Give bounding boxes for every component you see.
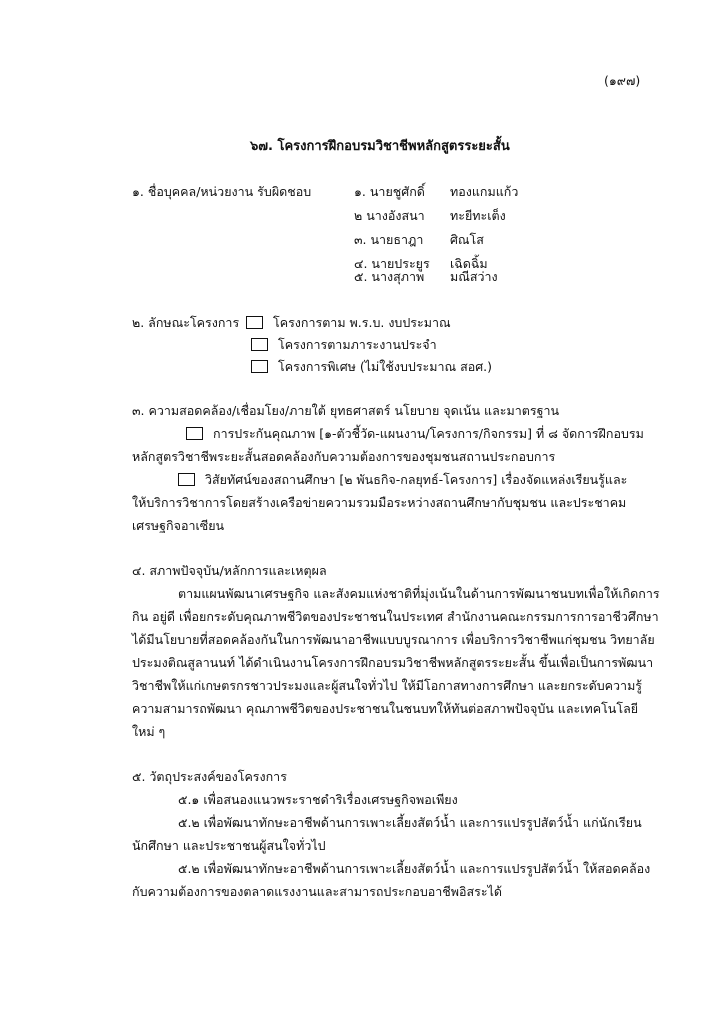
alignment-quality-assurance[interactable] [186,425,644,443]
project-type-routine[interactable] [251,336,437,354]
objective-2-cont: นักศึกษา และประชาชนผู้สนใจทั่วไป [132,838,326,853]
person-4-surname: เฉิดฉิ้ม [450,256,488,271]
person-3-name: ๓. นายธาฎา [354,232,424,247]
rationale-line: วิชาชีพให้แก่เกษตรกรชาวประมงและผู้สนใจทั่วไป ให้มีโอกาสทางการศึกษา และยกระดับความรู้ [132,678,643,693]
checkbox[interactable] [251,338,268,351]
person-2-surname: ทะยีทะเต็ง [450,208,506,223]
alignment-text-line: หลักสูตรวิชาชีพระยะสั้นสอดคล้องกับความต้องการของชุมชนสถานประกอบการ [132,449,556,464]
alignment-vision[interactable] [178,471,627,489]
section5-label: ๕. วัตถุประสงค์ของโครงการ [132,769,287,784]
section3-label: ๓. ความสอดคล้อง/เชื่อมโยง/ภายใต้ ยุทธศาสตร์ นโยบาย จุดเน้น และมาตรฐาน [132,403,560,418]
project-type-budget[interactable] [246,314,451,332]
objective-3-cont: กับความต้องการของตลาดแรงงานและสามารถประกอบอาชีพอิสระได้ [132,884,502,899]
option-label: โครงการพิเศษ (ไม่ใช้งบประมาณ สอศ.) [278,359,492,374]
objective-3: ๕.๒ เพื่อพัฒนาทักษะอาชีพด้านการเพาะเลี้ยงสัตว์น้ำ และการแปรรูปสัตว์น้ำ ให้สอดคล้อง [178,861,651,876]
rationale-line: ได้มีนโยบายที่สอดคล้องกันในการพัฒนาอาชีพแบบบูรณาการ เพื่อบริการวิชาชีพแก่ชุมชน วิทยาลัย [132,632,655,647]
rationale-line: ตามแผนพัฒนาเศรษฐกิจ และสังคมแห่งชาติที่มุ่งเน้นในด้านการพัฒนาชนบทเพื่อให้เกิดการ [178,586,660,601]
option-text: วิสัยทัศน์ของสถานศึกษา [๒ พันธกิจ-กลยุทธ์-โครงการ] เรื่องจัดแหล่งเรียนรู้และ [205,472,628,487]
option-label: โครงการตาม พ.ร.บ. งบประมาณ [273,315,451,330]
checkbox[interactable] [186,427,203,440]
option-text: การประกันคุณภาพ [๑-ตัวชี้วัด-แผนงาน/โครงการ/กิจกรรม] ที่ ๘ จัดการฝึกอบรม [213,426,644,441]
section4-label: ๔. สภาพปัจจุบัน/หลักการและเหตุผล [132,563,327,578]
page-number: (๑๙๗) [604,73,641,88]
project-type-special[interactable] [251,358,492,376]
rationale-line: ประมงติณสูลานนท์ ได้ดำเนินงานโครงการฝึกอบรมวิชาชีพหลักสูตรระยะสั้น ขึ้นเพื่อเป็นการพัฒนา [132,655,654,670]
person-1-name: ๑. นายชูศักดิ์ [354,184,425,199]
person-1-surname: ทองแกมแก้ว [450,184,519,199]
checkbox[interactable] [178,473,195,486]
alignment-text-line: เศรษฐกิจอาเซียน [132,518,225,533]
option-label: โครงการตามภาระงานประจำ [278,337,437,352]
person-4-name: ๔. นายประยูร [354,256,430,271]
page-title: ๖๗. โครงการฝึกอบรมวิชาชีพหลักสูตรระยะสั้น [250,139,510,154]
alignment-text-line: ให้บริการวิชาการโดยสร้างเครือข่ายความรวมมือระหว่างสถานศึกษากับชุมชน และประชาคม [132,495,627,510]
person-2-name: ๒ นางอังสนา [354,208,425,223]
person-5-name: ๕. นางสุภาพ [354,269,425,284]
rationale-line: ใหม่ ๆ [132,724,166,739]
person-5-surname: มณีสว่าง [450,269,498,284]
checkbox[interactable] [251,360,268,373]
rationale-line: กิน อยู่ดี เพื่อยกระดับคุณภาพชีวิตของประชาชนในประเทศ สำนักงานคณะกรรมการการอาชีวศึกษา [132,609,659,624]
section1-label: ๑. ชื่อบุคคล/หน่วยงาน รับผิดชอบ [132,184,312,199]
objective-2: ๕.๒ เพื่อพัฒนาทักษะอาชีพด้านการเพาะเลี้ยงสัตว์น้ำ และการแปรรูปสัตว์น้ำ แก่นักเรียน [178,815,642,830]
objective-1: ๕.๑ เพื่อสนองแนวพระราชดำริเรื่องเศรษฐกิจพอเพียง [178,792,458,807]
person-3-surname: ศิณโส [450,232,484,247]
section2-label: ๒. ลักษณะโครงการ [132,315,240,330]
rationale-line: ความสามารถพัฒนา คุณภาพชีวิตของประชาชนในชนบทให้ทันต่อสภาพปัจจุบัน และเทคโนโลยี [132,701,639,716]
checkbox[interactable] [246,316,263,329]
